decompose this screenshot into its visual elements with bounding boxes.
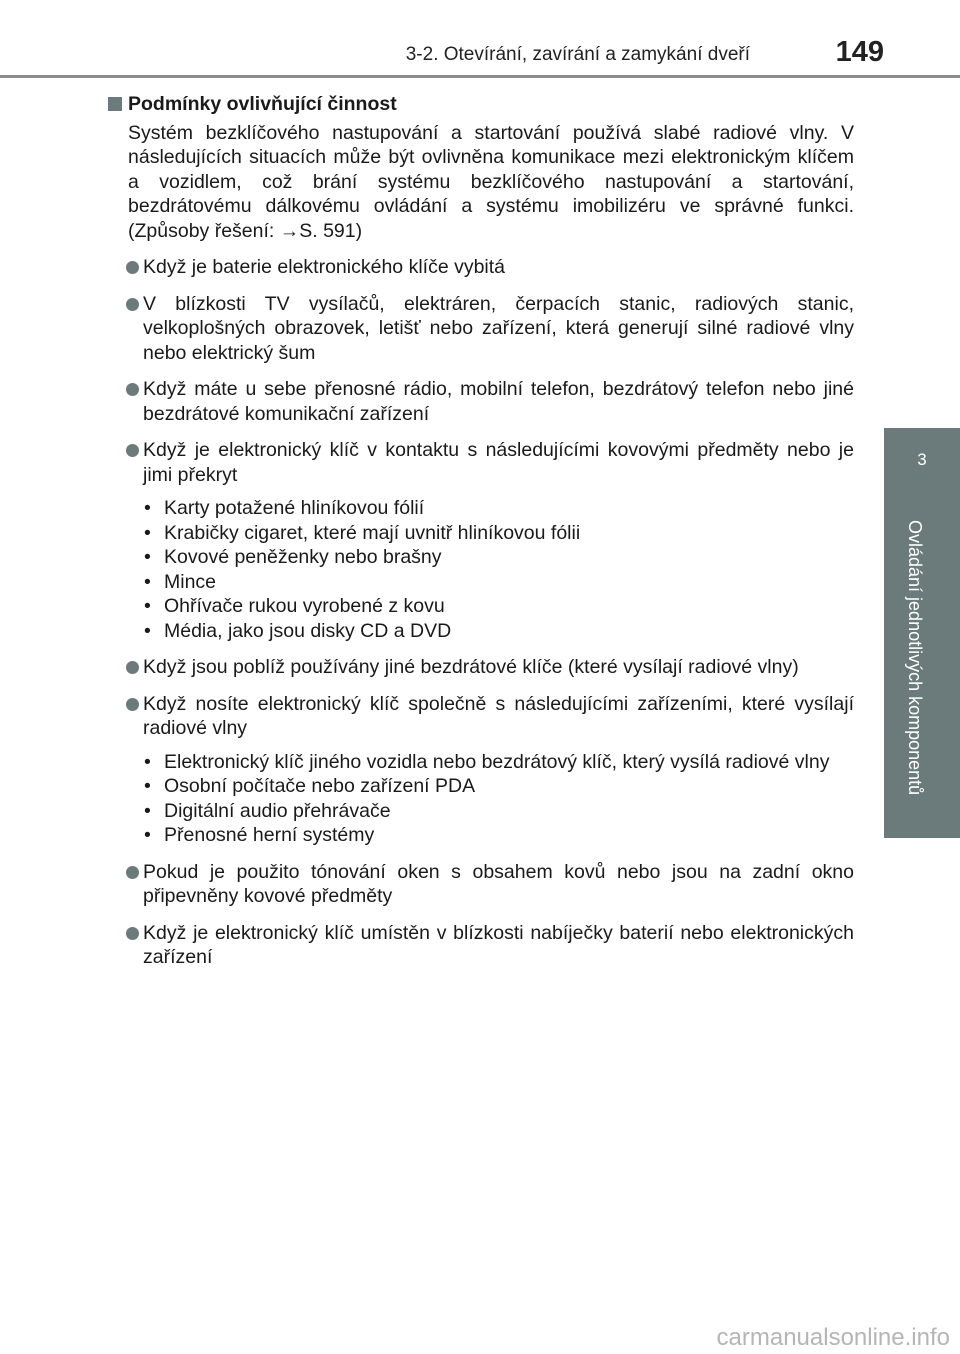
list-item-text: Když je elektronický klíč umístěn v blízkosti nabíječky baterií nebo elektronických zařízení (143, 921, 854, 968)
sub-list-item-text: Přenosné herní systémy (164, 824, 375, 846)
sub-list-item (106, 570, 854, 595)
sub-list-item (106, 521, 854, 546)
header-rule (0, 75, 960, 78)
sub-list-item (106, 496, 854, 521)
page-header (0, 0, 960, 80)
circle-bullet-icon (126, 298, 139, 311)
list-item (106, 255, 854, 280)
chapter-number: 3 (917, 450, 927, 469)
bullet-icon: • (144, 521, 151, 544)
square-bullet-icon (108, 97, 122, 111)
list-item-text: V blízkosti TV vysílačů, elektráren, čerpacích stanic, radiových stanic, velkoplošných obrazovek, letišť nebo zařízení, která generují silné radiové vlny nebo elektrický šum (143, 292, 854, 364)
sub-list-item-text: Digitální audio přehrávače (164, 799, 391, 822)
sub-list-item-text: Mince (164, 570, 217, 593)
list-item-text: Když jsou poblíž používány jiné bezdrátové klíče (které vysílají radiové vlny) (143, 656, 799, 678)
sub-list-item (106, 799, 854, 824)
list-item-text: Když nosíte elektronický klíč společně s následujícími zařízeními, které vysílají radiové vlny (143, 692, 854, 739)
bullet-icon: • (144, 799, 151, 822)
list-item (106, 860, 854, 909)
sub-list-item-text: Osobní počítače nebo zařízení PDA (164, 775, 476, 797)
list-item-text: Pokud je použito tónování oken s obsahem kovů nebo jsou na zadní okno připevněny kovové předměty (143, 860, 854, 907)
list-item-text: Když je elektronický klíč v kontaktu s následujícími kovovými předměty nebo je jimi překryt (143, 439, 854, 486)
circle-bullet-icon (126, 927, 139, 940)
page-content (106, 92, 854, 970)
condition-list (106, 255, 854, 970)
sub-list (106, 750, 854, 848)
sub-list-item-text: Kovové peněženky nebo brašny (164, 546, 442, 568)
bullet-icon: • (144, 497, 151, 519)
bullet-icon: • (144, 619, 151, 642)
sub-list-item (106, 545, 854, 570)
circle-bullet-icon (126, 866, 139, 879)
page-number: 149 (835, 36, 884, 68)
sub-list-item-text: Krabičky cigaret, které mají uvnitř hliníkovou fólii (164, 521, 581, 544)
sub-list-item-text: Elektronický klíč jiného vozidla nebo bezdrátový klíč, který vysílá radiové vlny (164, 750, 830, 773)
circle-bullet-icon (126, 383, 139, 396)
watermark: carmanualsonline.info (716, 1324, 950, 1351)
section-heading (106, 92, 854, 117)
chapter-label: Ovládání jednotlivých komponentů (905, 520, 925, 796)
list-item-text: Když máte u sebe přenosné rádio, mobilní telefon, bezdrátový telefon nebo jiné bezdrátové komunikační zařízení (143, 378, 854, 425)
sub-list-item-text: Média, jako jsou disky CD a DVD (164, 619, 452, 642)
bullet-icon: • (144, 750, 151, 773)
circle-bullet-icon (126, 261, 139, 274)
chapter-tab (884, 428, 960, 838)
intro-paragraph: Systém bezklíčového nastupování a startování používá slabé radiové vlny. V následujících situacích může být ovlivněna komunikace mezi elektronickým klíčem a vozidlem, což brání systému bezklíčového nastupování a startování, bezdrátovému dálkovému ovládání a systému imobilizéru ve správné funkci. (Způsoby řešení: →S. 591) (128, 121, 854, 242)
list-item (106, 692, 854, 741)
list-item (106, 438, 854, 487)
sub-list-item-text: Karty potažené hliníkovou fólií (164, 497, 425, 519)
sub-list-item (106, 774, 854, 799)
list-item-text: Když je baterie elektronického klíče vybitá (143, 256, 506, 278)
sub-list (106, 496, 854, 643)
list-item (106, 292, 854, 366)
circle-bullet-icon (126, 444, 139, 457)
section-title: 3-2. Otevírání, zavírání a zamykání dveří (405, 44, 750, 65)
list-item (106, 655, 854, 680)
bullet-icon: • (144, 775, 151, 797)
sub-list-item (106, 823, 854, 848)
bullet-icon: • (144, 824, 151, 846)
circle-bullet-icon (126, 661, 139, 674)
list-item (106, 921, 854, 970)
bullet-icon: • (144, 546, 151, 568)
list-item (106, 377, 854, 426)
sub-list-item (106, 619, 854, 644)
bullet-icon: • (144, 570, 151, 593)
sub-list-item (106, 594, 854, 619)
sub-list-item (106, 750, 854, 775)
circle-bullet-icon (126, 698, 139, 711)
bullet-icon: • (144, 595, 151, 617)
section-heading-text: Podmínky ovlivňující činnost (128, 93, 397, 115)
sub-list-item-text: Ohřívače rukou vyrobené z kovu (164, 595, 445, 617)
